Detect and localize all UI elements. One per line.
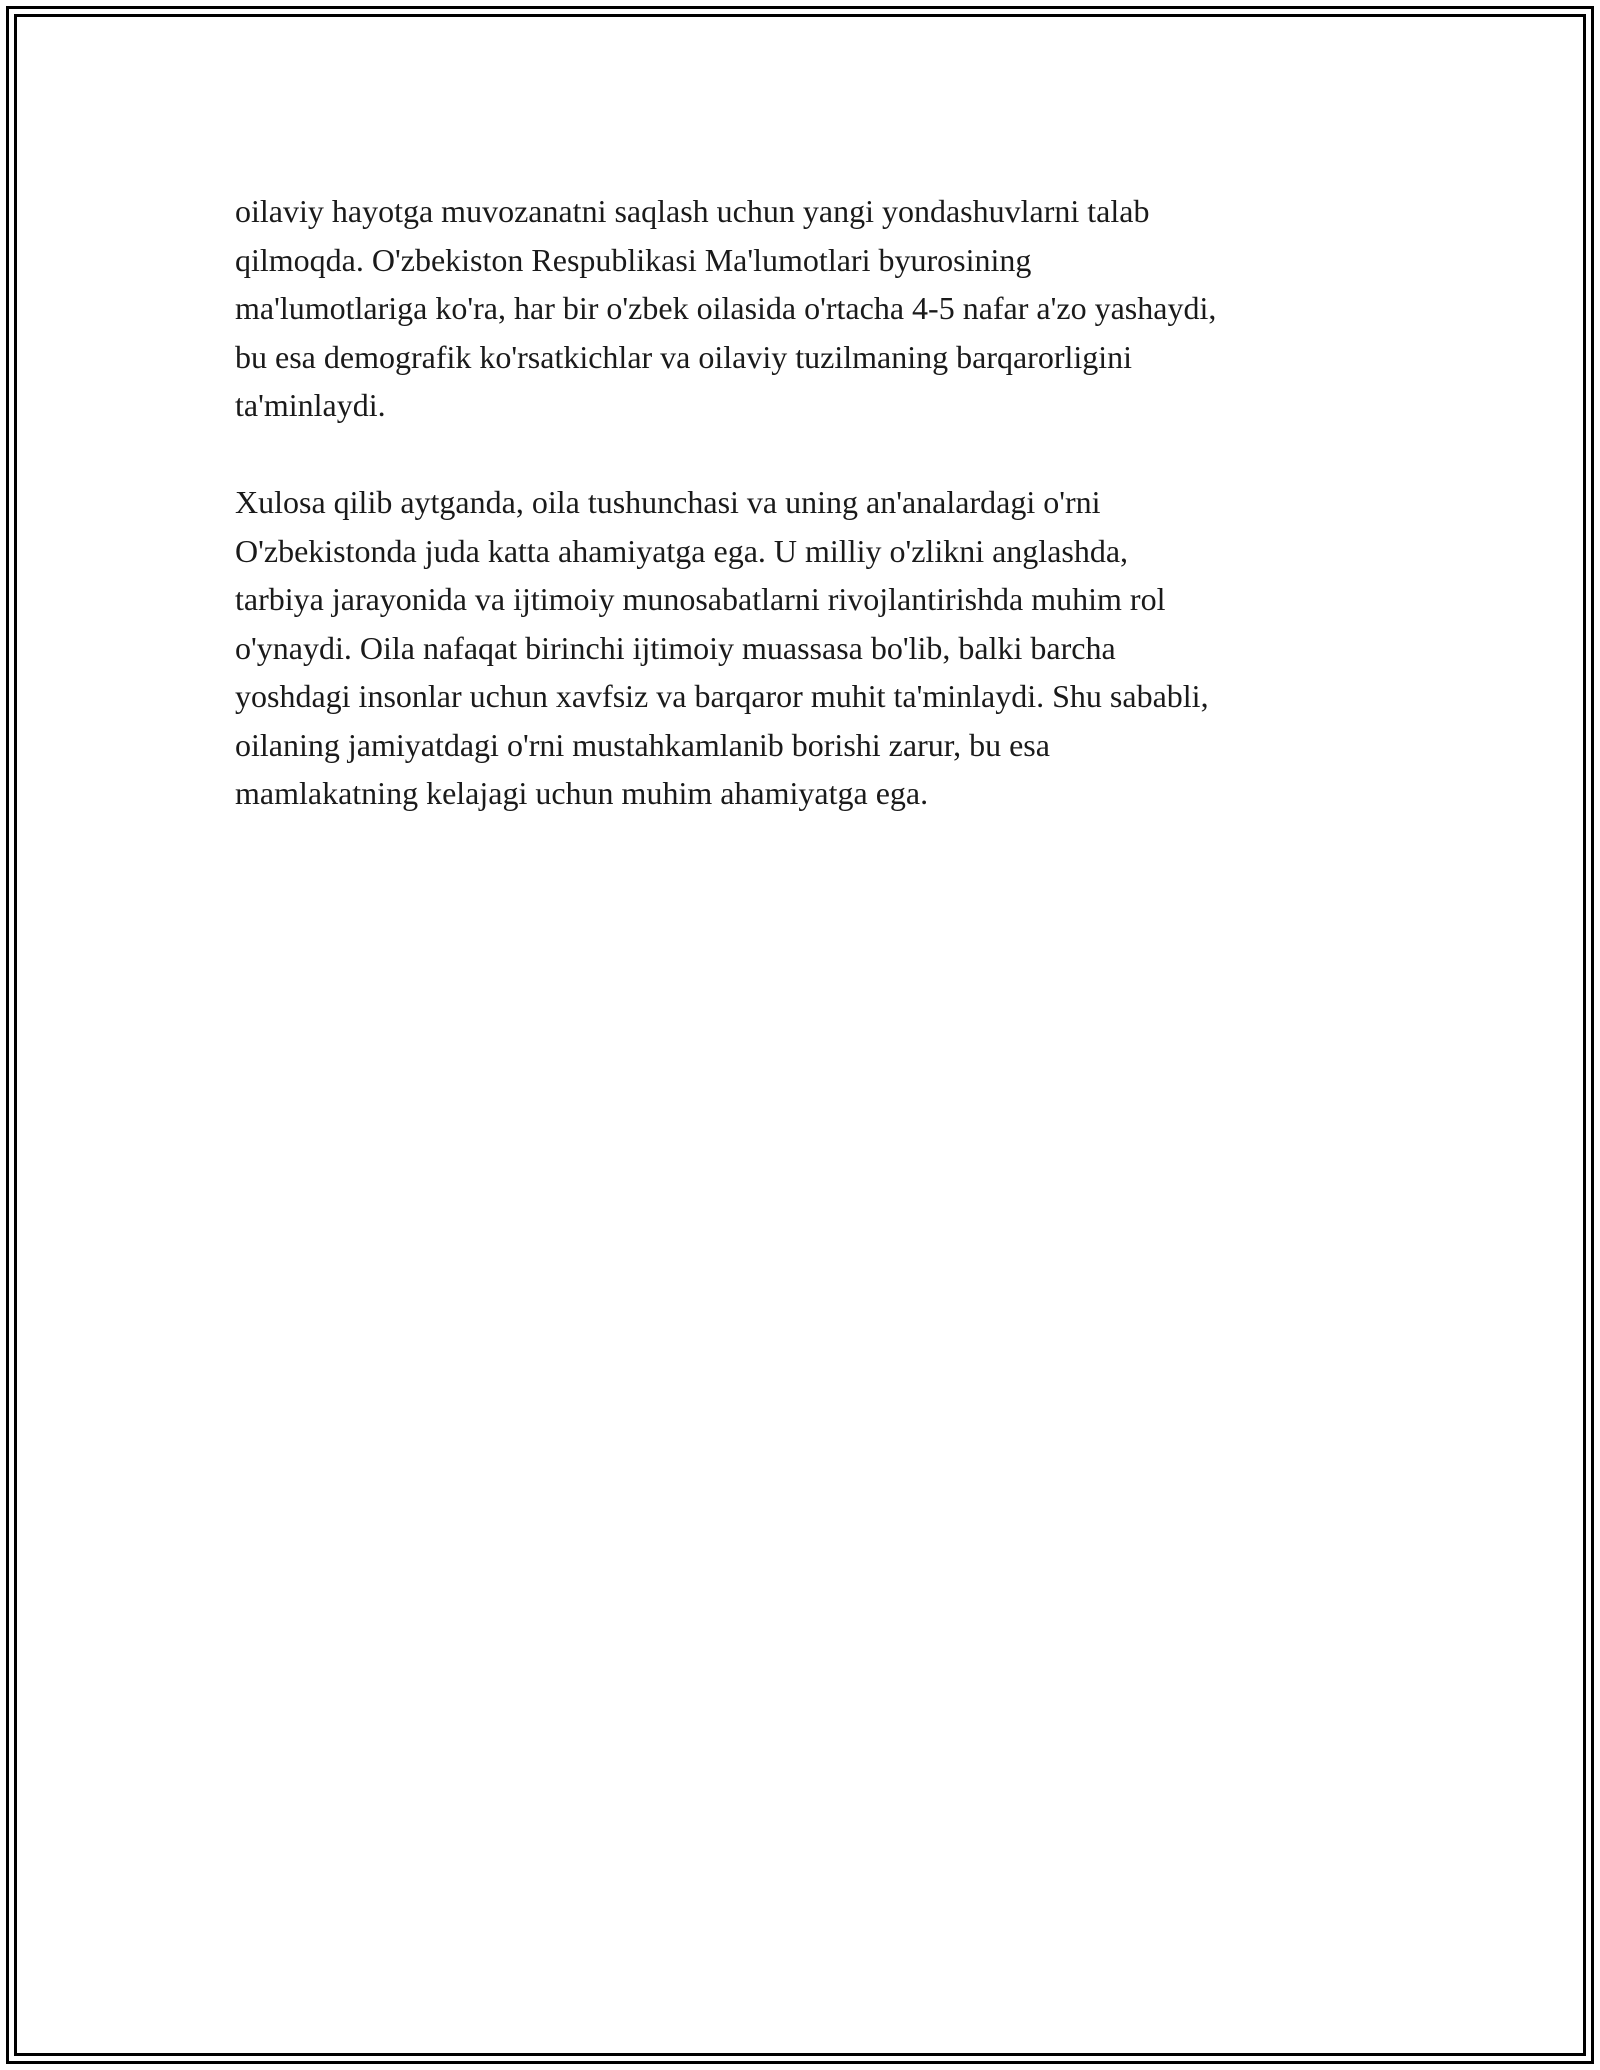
document-body xyxy=(235,187,1435,818)
text-line: mamlakatning kelajagi uchun muhim ahamiyatga ega. xyxy=(235,775,929,811)
text-line: Xulosa qilib aytganda, oila tushunchasi va uning an'analardagi o'rni xyxy=(235,484,1101,520)
text-line: yoshdagi insonlar uchun xavfsiz va barqaror muhit ta'minlaydi. Shu sababli, xyxy=(235,678,1209,714)
text-line: oilaning jamiyatdagi o'rni mustahkamlanib borishi zarur, bu esa xyxy=(235,726,1050,763)
paragraph-spacer xyxy=(235,430,1435,479)
text-line: qilmoqda. O'zbekiston Respublikasi Ma'lumotlari byurosining xyxy=(235,241,1032,278)
text-line: tarbiya jarayonida va ijtimoiy munosabatlarni rivojlantirishda muhim rol xyxy=(235,581,1166,617)
text-line: oilaviy hayotga muvozanatni saqlash uchun yangi yondashuvlarni talab xyxy=(235,193,1150,229)
text-line: ma'lumotlariga ko'ra, har bir o'zbek oilasida o'rtacha 4-5 nafar a'zo yashaydi, xyxy=(235,290,1217,326)
text-line: O'zbekistonda juda katta ahamiyatga ega. U milliy o'zlikni anglashda, xyxy=(235,532,1129,569)
paragraph-1 xyxy=(235,187,1435,430)
paragraph-2 xyxy=(235,478,1435,818)
text-line: bu esa demografik ko'rsatkichlar va oilaviy tuzilmaning barqarorligini xyxy=(235,338,1133,375)
text-line: ta'minlaydi. xyxy=(235,387,386,423)
text-line: o'ynaydi. Oila nafaqat birinchi ijtimoiy muassasa bo'lib, balki barcha xyxy=(235,629,1116,666)
